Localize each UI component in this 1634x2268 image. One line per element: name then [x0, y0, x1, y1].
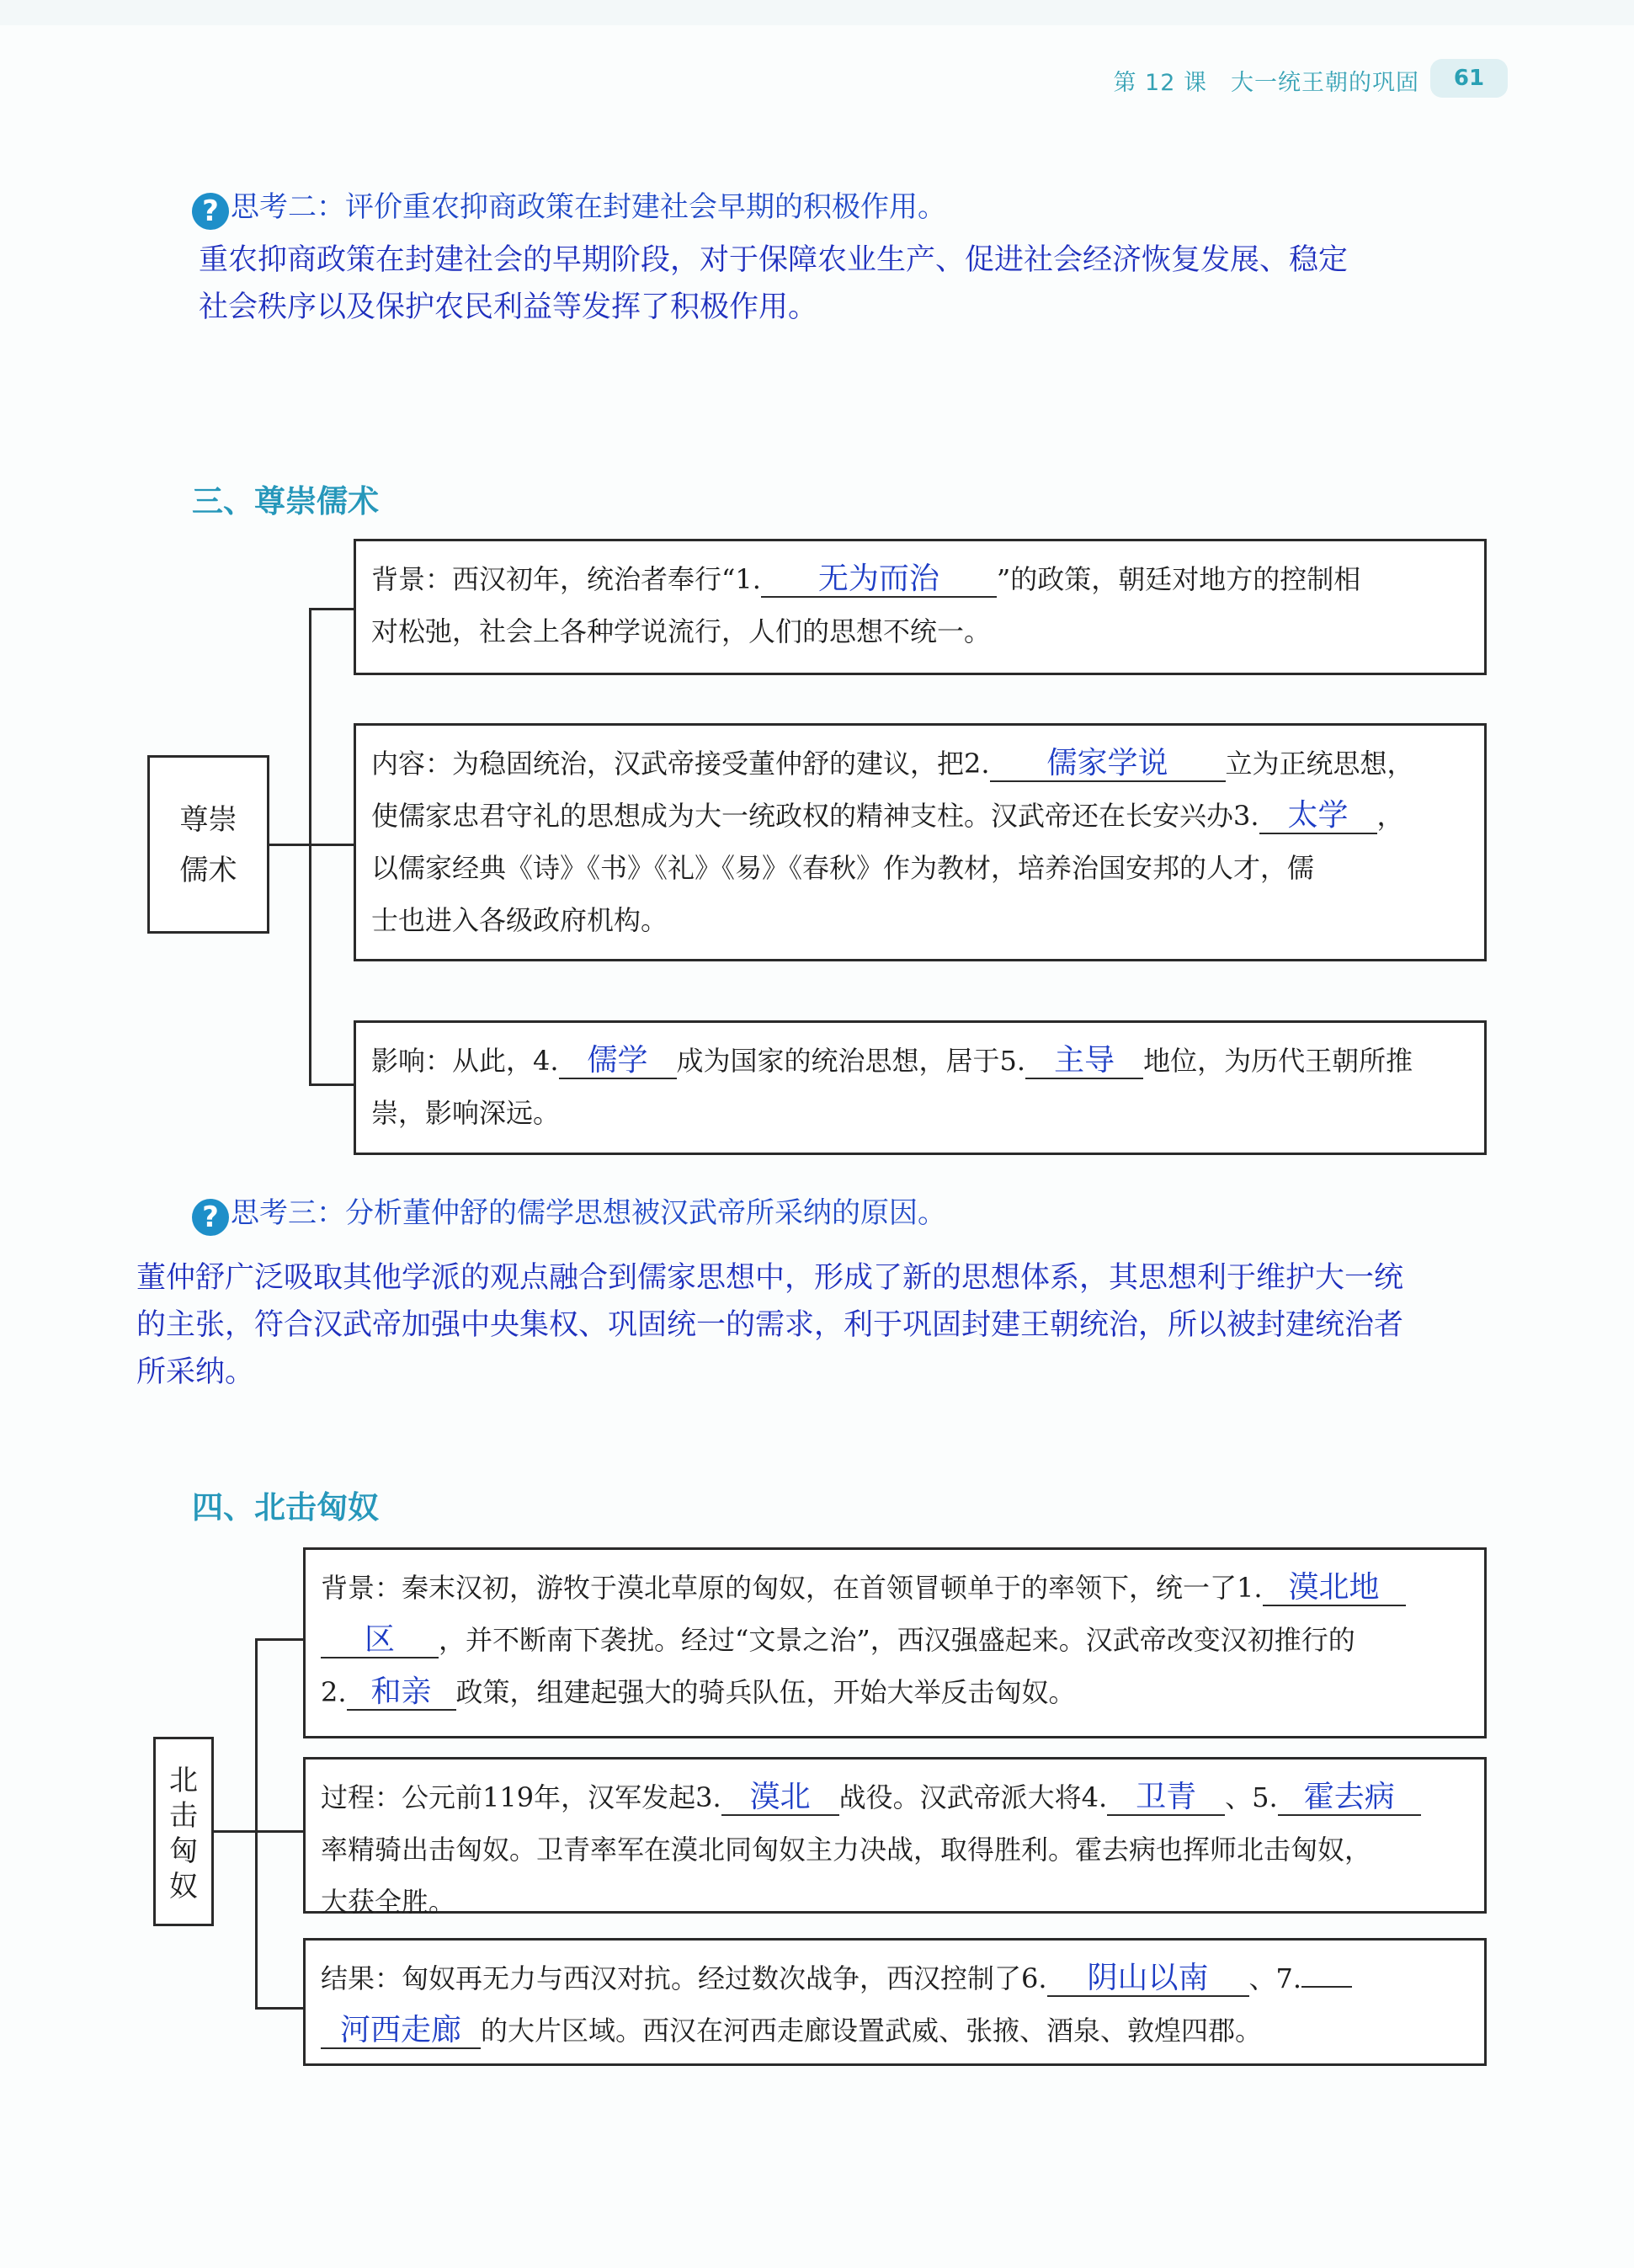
- answer-blank: 无为而治: [761, 562, 997, 598]
- section4-root-box: [153, 1737, 214, 1926]
- connector: [309, 1083, 354, 1086]
- header-band: [0, 0, 1634, 25]
- root-label: 儒术: [179, 854, 237, 887]
- answer-blank: 太学: [1259, 799, 1377, 834]
- root-label: 匈: [169, 1834, 198, 1868]
- think2-answer: [199, 237, 1348, 331]
- text-line: 区 ，并不断南下袭扰。经过“文景之治”，西汉强盛起来。汉武帝改变汉初推行的: [321, 1614, 1471, 1666]
- section4-process-box: [303, 1757, 1487, 1918]
- answer-blank-continued: [1301, 1986, 1352, 1988]
- answer-blank: 儒家学说: [990, 747, 1226, 782]
- question-mark-icon: ?: [192, 193, 229, 230]
- text-line: 内容：为稳固统治，汉武帝接受董仲舒的建议，把2. 儒家学说 立为正统思想，: [371, 746, 1414, 780]
- section3-title: 三、尊崇儒术: [192, 483, 379, 519]
- think2-answer-line: 社会秩序以及保护农民利益等发挥了积极作用。: [199, 290, 818, 324]
- section3-content-box: [354, 723, 1487, 961]
- section3-background-box: [354, 539, 1487, 675]
- section4-background-box: [303, 1547, 1487, 1738]
- page-number: 61: [1430, 59, 1508, 98]
- section3-root-box: [147, 755, 269, 934]
- answer-blank: 卫青: [1107, 1781, 1225, 1816]
- text-line: 崇，影响深远。: [371, 1097, 561, 1129]
- root-label: 击: [169, 1799, 198, 1833]
- connector: [255, 1638, 258, 2010]
- text-line: 影响：从此，4. 儒学 成为国家的统治思想，居于5. 主导 地位，为历代王朝所推: [371, 1043, 1413, 1078]
- think3-answer-line: 的主张，符合汉武帝加强中央集权、巩固统一的需求，利于巩固封建王朝统治，所以被封建统治者: [136, 1308, 1404, 1342]
- answer-blank: 阴山以南: [1047, 1962, 1249, 1997]
- connector: [255, 1638, 305, 1641]
- think3-question: [192, 1190, 946, 1236]
- text-line: 率精骑出击匈奴。卫青率军在漠北同匈奴主力决战，取得胜利。霍去病也挥师北击匈奴，: [321, 1834, 1372, 1866]
- text-line: 背景：秦末汉初，游牧于漠北草原的匈奴，在首领冒顿单于的率领下，统一了1. 漠北地: [321, 1562, 1471, 1614]
- root-label: 尊崇: [179, 803, 237, 837]
- section4-title: 四、北击匈奴: [192, 1489, 379, 1525]
- connector: [269, 844, 310, 846]
- answer-blank: 儒学: [559, 1044, 677, 1079]
- connector: [255, 1830, 305, 1833]
- text-line: 对松弛，社会上各种学说流行，人们的思想不统一。: [371, 615, 992, 647]
- think3-answer-line: 所采纳。: [136, 1355, 255, 1389]
- answer-blank: 主导: [1025, 1044, 1143, 1079]
- text-line: 结果：匈奴再无力与西汉对抗。经过数次战争，西汉控制了6. 阴山以南 、7.: [321, 1952, 1471, 2004]
- connector: [309, 608, 354, 610]
- connector: [309, 608, 311, 1086]
- question-mark-icon: ?: [192, 1199, 229, 1236]
- think3-answer: [136, 1254, 1403, 1396]
- connector: [309, 844, 354, 846]
- answer-blank: 和亲: [347, 1675, 456, 1711]
- think2-question: [192, 184, 946, 230]
- think2-answer-line: 重农抑商政策在封建社会的早期阶段，对于保障农业生产、促进社会经济恢复发展、稳定: [199, 243, 1349, 277]
- answer-blank: 区: [321, 1623, 439, 1658]
- text-line: 以儒家经典《诗》《书》《礼》《易》《春秋》作为教材，培养治国安邦的人才，儒: [371, 852, 1315, 884]
- connector: [255, 2007, 305, 2010]
- answer-blank: 漠北: [721, 1781, 839, 1816]
- think3-question-text: 思考三：分析董仲舒的儒学思想被汉武帝所采纳的原因。: [231, 1196, 946, 1230]
- root-label: 北: [169, 1764, 198, 1797]
- text-line: 背景：西汉初年，统治者奉行“1. 无为而治 ”的政策，朝廷对地方的控制相: [371, 562, 1361, 596]
- think2-question-text: 思考二：评价重农抑商政策在封建社会早期的积极作用。: [231, 190, 946, 224]
- answer-blank: 漠北地: [1263, 1571, 1406, 1606]
- answer-blank: 河西走廊: [321, 2014, 481, 2049]
- section4-result-box: [303, 1938, 1487, 2066]
- connector: [214, 1830, 256, 1833]
- text-line: 2. 和亲 政策，组建起强大的骑兵队伍，开始大举反击匈奴。: [321, 1674, 1076, 1709]
- answer-blank: 霍去病: [1278, 1781, 1421, 1816]
- text-line: 大获全胜。: [321, 1886, 456, 1918]
- root-label: 奴: [169, 1870, 198, 1903]
- text-line: 使儒家忠君守礼的思想成为大一统政权的精神支柱。汉武帝还在长安兴办3. 太学 ，: [371, 798, 1404, 833]
- text-line: 过程：公元前119年，汉军发起3. 漠北 战役。汉武帝派大将4. 卫青 、5. 霍去病: [321, 1771, 1471, 1823]
- think3-answer-line: 董仲舒广泛吸取其他学派的观点融合到儒家思想中，形成了新的思想体系，其思想利于维护大一统: [136, 1261, 1404, 1295]
- section3-influence-box: [354, 1020, 1487, 1155]
- text-line: 士也进入各级政府机构。: [371, 904, 668, 936]
- text-line: 河西走廊 的大片区域。西汉在河西走廊设置武威、张掖、酒泉、敦煌四郡。: [321, 2004, 1471, 2057]
- lesson-title: 第 12 课 大一统王朝的巩固: [1113, 70, 1419, 96]
